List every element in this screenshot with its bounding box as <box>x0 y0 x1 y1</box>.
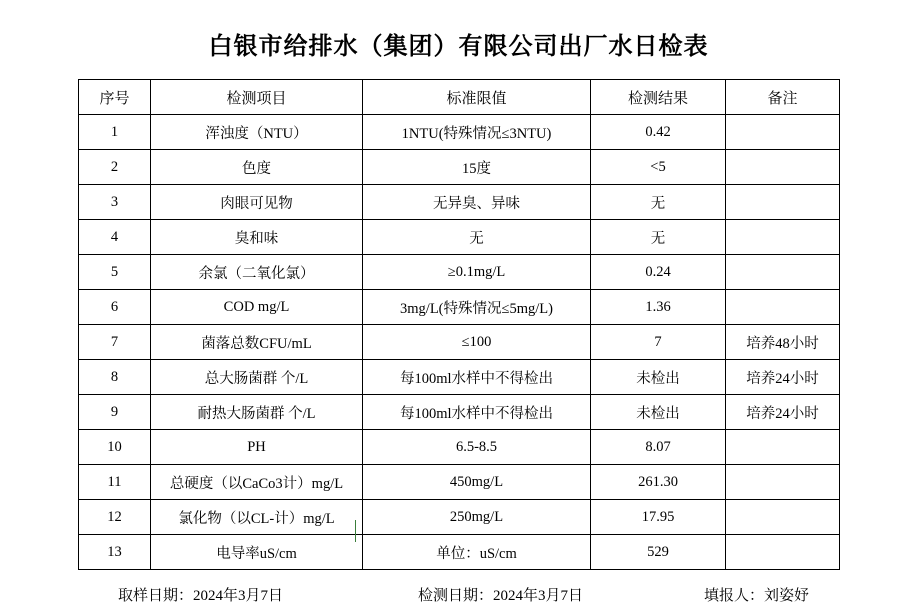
cell-limit: 450mg/L <box>363 465 591 500</box>
reporter-name: 填报人：刘姿妤 <box>704 588 810 604</box>
cell-no: 13 <box>79 535 151 570</box>
cell-remark <box>726 535 840 570</box>
cell-item: COD mg/L <box>151 290 363 325</box>
cell-result: 0.42 <box>591 115 726 150</box>
cell-limit: 6.5-8.5 <box>363 430 591 465</box>
cell-result: 8.07 <box>591 430 726 465</box>
cell-no: 12 <box>79 500 151 535</box>
cell-no: 6 <box>79 290 151 325</box>
cell-result: 无 <box>591 220 726 255</box>
page-title: 白银市给排水（集团）有限公司出厂水日检表 <box>208 34 709 60</box>
cell-item: 浑浊度（NTU） <box>151 115 363 150</box>
cell-result: 无 <box>591 185 726 220</box>
table-row <box>79 500 840 535</box>
cell-limit: 1NTU(特殊情况≤3NTU) <box>363 115 591 150</box>
cell-remark <box>726 185 840 220</box>
column-header-remark: 备注 <box>726 80 840 115</box>
cell-remark <box>726 115 840 150</box>
cell-remark: 培养24小时 <box>726 395 840 430</box>
table-body <box>79 115 840 570</box>
cell-no: 11 <box>79 465 151 500</box>
table-row <box>79 465 840 500</box>
column-header-limit: 标准限值 <box>363 80 591 115</box>
cell-item: 余氯（二氧化氯） <box>151 255 363 290</box>
water-quality-table <box>78 79 840 570</box>
cell-limit: 无 <box>363 220 591 255</box>
cell-no: 3 <box>79 185 151 220</box>
table-row <box>79 115 840 150</box>
cell-remark <box>726 430 840 465</box>
table-row <box>79 290 840 325</box>
cell-remark: 培养48小时 <box>726 325 840 360</box>
cell-result: 未检出 <box>591 360 726 395</box>
cell-result: 1.36 <box>591 290 726 325</box>
cell-remark <box>726 465 840 500</box>
cell-remark <box>726 220 840 255</box>
cell-result: <5 <box>591 150 726 185</box>
cell-result: 未检出 <box>591 395 726 430</box>
cell-no: 2 <box>79 150 151 185</box>
cell-no: 4 <box>79 220 151 255</box>
cell-no: 5 <box>79 255 151 290</box>
column-header-item: 检测项目 <box>151 80 363 115</box>
cell-limit: 250mg/L <box>363 500 591 535</box>
table-row <box>79 255 840 290</box>
table-row <box>79 430 840 465</box>
cell-result: 17.95 <box>591 500 726 535</box>
cell-item: 色度 <box>151 150 363 185</box>
table-row <box>79 360 840 395</box>
column-header-result: 检测结果 <box>591 80 726 115</box>
cell-no: 1 <box>79 115 151 150</box>
table-row <box>79 395 840 430</box>
cell-item: 总硬度（以CaCo3计）mg/L <box>151 465 363 500</box>
table-row <box>79 325 840 360</box>
cell-no: 8 <box>79 360 151 395</box>
cell-remark <box>726 255 840 290</box>
table-row <box>79 185 840 220</box>
cell-item: PH <box>151 430 363 465</box>
cell-result: 0.24 <box>591 255 726 290</box>
footer-row <box>0 570 917 605</box>
cell-remark <box>726 150 840 185</box>
cell-result: 7 <box>591 325 726 360</box>
cell-remark: 培养24小时 <box>726 360 840 395</box>
green-mark <box>355 520 356 542</box>
table-header-row <box>79 80 840 115</box>
cell-limit: 无异臭、异味 <box>363 185 591 220</box>
cell-result: 529 <box>591 535 726 570</box>
testing-date: 检测日期：2024年3月7日 <box>418 588 584 604</box>
cell-remark <box>726 290 840 325</box>
cell-item: 耐热大肠菌群 个/L <box>151 395 363 430</box>
cell-item: 臭和味 <box>151 220 363 255</box>
cell-no: 10 <box>79 430 151 465</box>
cell-limit: 每100ml水样中不得检出 <box>363 395 591 430</box>
cell-remark <box>726 500 840 535</box>
cell-result: 261.30 <box>591 465 726 500</box>
table-header <box>79 80 840 115</box>
cell-item: 肉眼可见物 <box>151 185 363 220</box>
column-header-no: 序号 <box>79 80 151 115</box>
cell-limit: ≥0.1mg/L <box>363 255 591 290</box>
cell-limit: ≤100 <box>363 325 591 360</box>
table-row <box>79 535 840 570</box>
cell-limit: 单位：uS/cm <box>363 535 591 570</box>
cell-item: 总大肠菌群 个/L <box>151 360 363 395</box>
report-table-container <box>0 79 917 570</box>
sampling-date: 取样日期：2024年3月7日 <box>118 588 284 604</box>
cell-item: 菌落总数CFU/mL <box>151 325 363 360</box>
cell-limit: 15度 <box>363 150 591 185</box>
cell-item: 氯化物（以CL-计）mg/L <box>151 500 363 535</box>
table-row <box>79 220 840 255</box>
cell-item: 电导率uS/cm <box>151 535 363 570</box>
cell-no: 9 <box>79 395 151 430</box>
table-row <box>79 150 840 185</box>
cell-limit: 3mg/L(特殊情况≤5mg/L) <box>363 290 591 325</box>
cell-no: 7 <box>79 325 151 360</box>
cell-limit: 每100ml水样中不得检出 <box>363 360 591 395</box>
